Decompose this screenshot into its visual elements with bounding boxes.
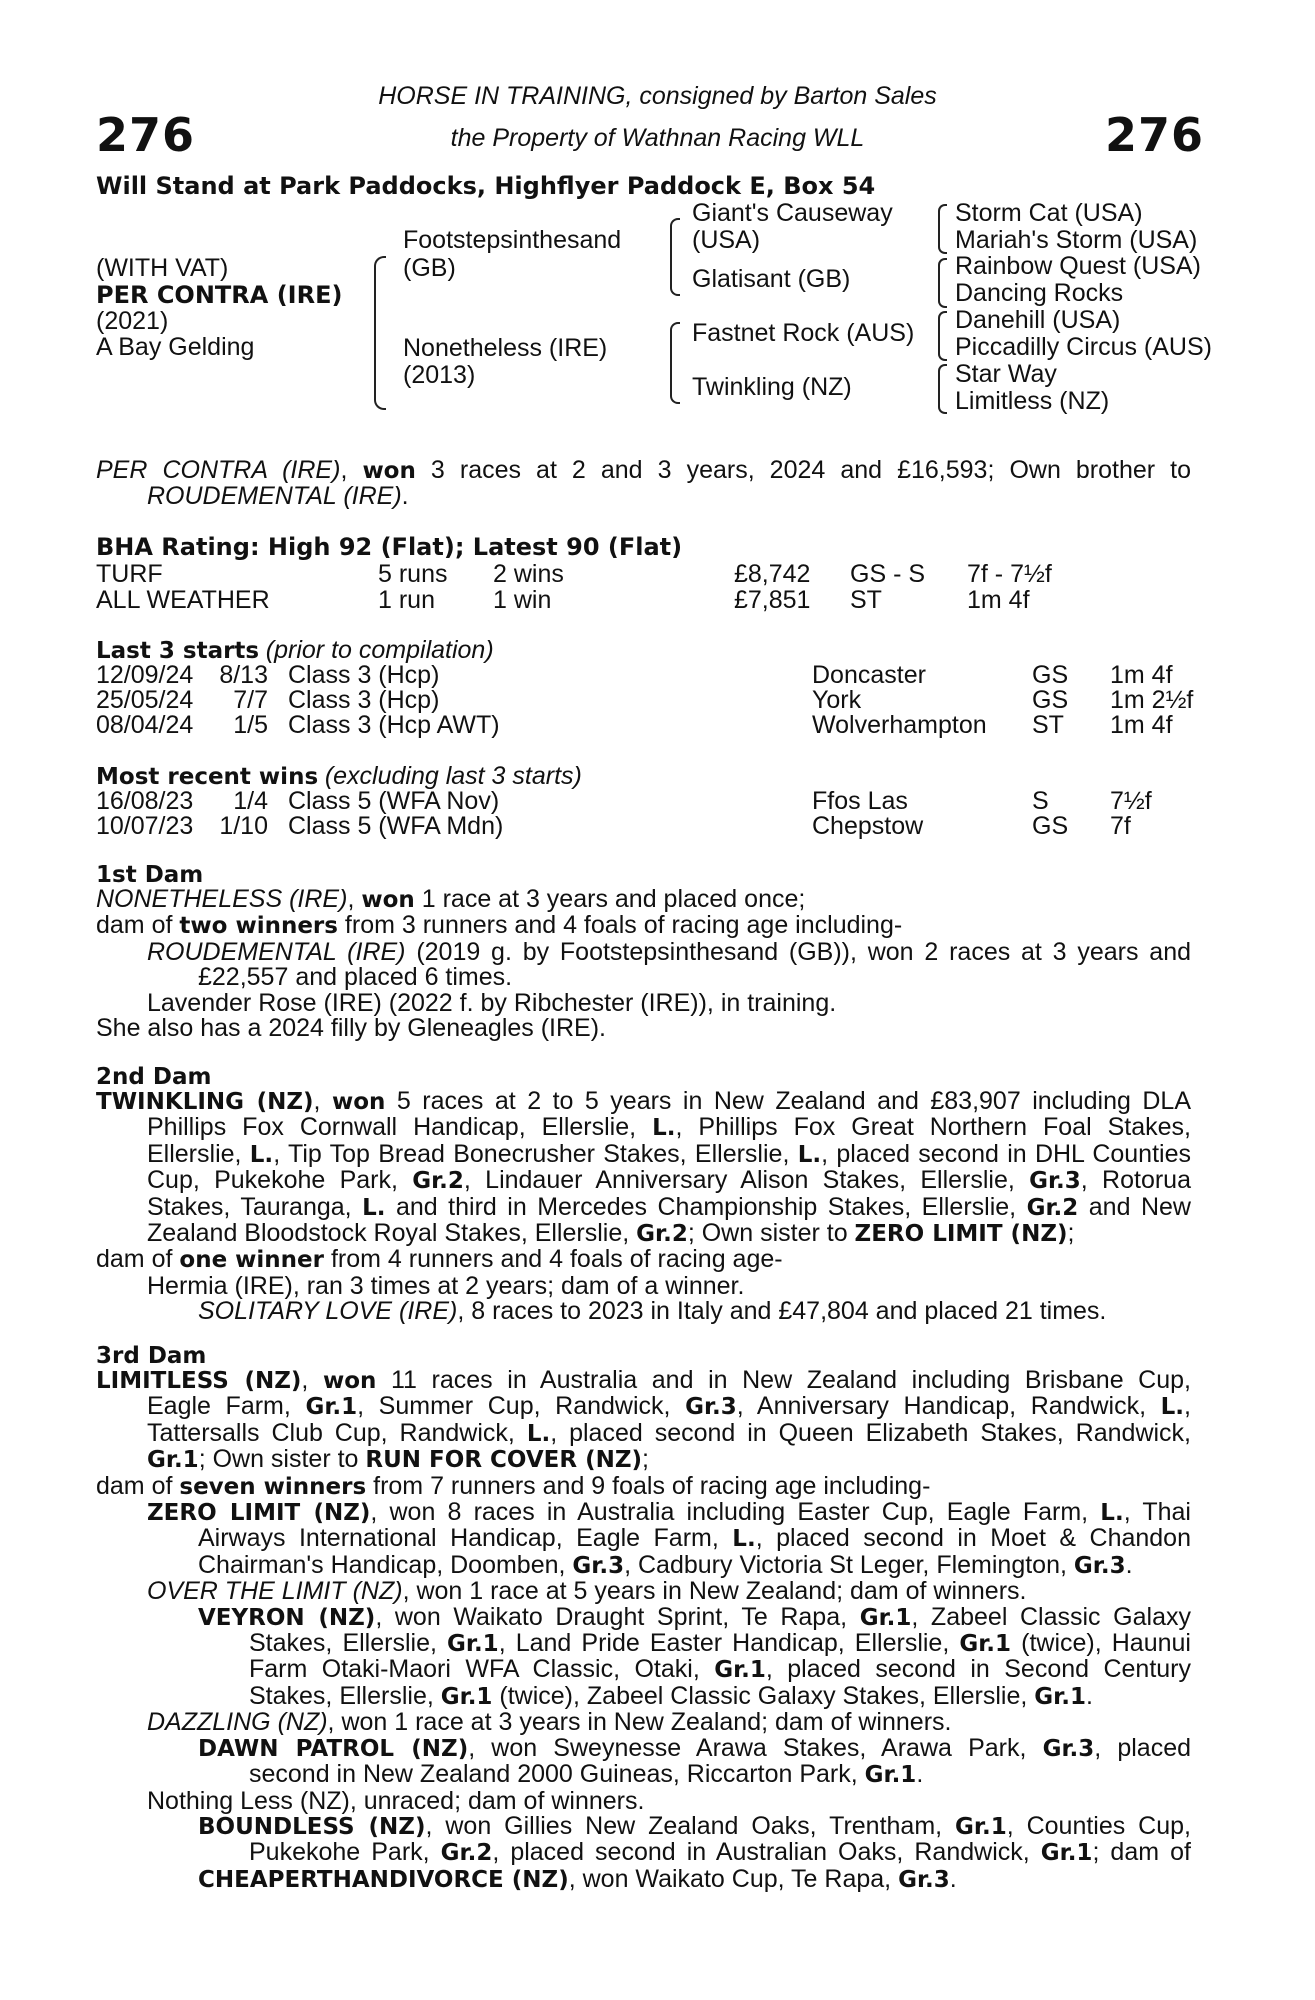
start-distance: 1m 4f <box>1110 711 1173 739</box>
last3-note: (prior to compilation) <box>265 636 494 664</box>
text: , Cadbury Victoria St Leger, Flemington, <box>624 1550 1067 1579</box>
dam3-title: 3rd Dam <box>96 1343 207 1369</box>
win-course: Chepstow <box>812 812 924 840</box>
dam1-foal-note: She also has a 2024 filly by Gleneagles (IRE). <box>96 1014 606 1043</box>
dam-dam: Twinkling (NZ) <box>692 373 852 401</box>
progeny-name: CHEAPERTHANDIVORCE (NZ) <box>198 1866 569 1893</box>
foals-text: from 3 runners and 4 foals of racing age including- <box>344 911 903 940</box>
dam1-section: NONETHELESS (IRE), won 1 race at 3 years and placed once; dam of two winners from 3 runners and 4 foals of racing age including- ROUDEMENTAL (IRE) (2019 g. by Footstepsinthesand (GB)), won 2 races at 3 years and £22,557 and placed 6 times. Lavender Rose (IRE) (2022 f. by Ribchester (IRE)), in training. She also has a 2024 filly by Gleneagles (IRE). <box>96 885 1191 1043</box>
won-label: won <box>361 887 415 913</box>
grade: Gr.1 <box>714 1657 766 1684</box>
text: , placed second in Moet & Chandon <box>755 1524 1191 1553</box>
dam-of-label: dam of <box>96 1471 173 1500</box>
text: Stakes, Tauranga, <box>147 1192 352 1221</box>
text: , won Gillies New Zealand Oaks, Trentham, <box>425 1811 943 1840</box>
start-going: GS <box>1032 686 1069 714</box>
grade: Gr.1 <box>1040 1840 1093 1867</box>
text: , placed second in DHL Counties <box>821 1139 1191 1168</box>
win-distance: 7½f <box>1110 787 1152 815</box>
progeny-name: ROUDEMENTAL (IRE) <box>147 937 406 966</box>
rating-dist: 1m 4f <box>967 586 1030 614</box>
text: , Anniversary Handicap, Randwick, <box>736 1392 1147 1421</box>
foals-text: from 4 runners and 4 foals of racing age- <box>330 1245 783 1274</box>
rating-runs: 5 runs <box>378 560 448 588</box>
grade: Gr.3 <box>1073 1552 1126 1579</box>
rating-runs: 1 run <box>378 586 435 614</box>
horse-name: PER CONTRA (IRE) <box>96 281 343 309</box>
sibling-name: ZERO LIMIT (NZ) <box>854 1221 1068 1248</box>
progeny-record: , 8 races to 2023 in Italy and £47,804 and placed 21 times. <box>457 1297 1107 1326</box>
progeny-record-cont: £22,557 and placed 6 times. <box>198 963 513 992</box>
text: ; dam of <box>1092 1838 1191 1867</box>
grade: Gr.3 <box>898 1866 950 1893</box>
text: (twice), Haunui <box>1021 1629 1191 1658</box>
text: Ellerslie, <box>147 1139 242 1168</box>
summary-text: 3 races at 2 and 3 years, 2024 and £16,593; Own brother to <box>430 456 1191 484</box>
dam2-name: TWINKLING (NZ) <box>96 1089 314 1115</box>
text: and New <box>1088 1192 1191 1221</box>
sdd: Dancing Rocks <box>955 279 1124 307</box>
start-course: Doncaster <box>812 661 926 689</box>
won-label: won <box>331 1089 386 1115</box>
dam-sire: Fastnet Rock (AUS) <box>692 319 915 347</box>
text: ; <box>1067 1219 1075 1248</box>
win-position: 1/4 <box>233 787 268 815</box>
start-date: 08/04/24 <box>96 711 194 739</box>
rating-title: BHA Rating: High 92 (Flat); Latest 90 (Flat) <box>96 533 683 561</box>
grade: Gr.1 <box>447 1631 499 1658</box>
text: , Summer Cup, Randwick, <box>357 1392 671 1421</box>
start-course: York <box>812 686 862 714</box>
sibling-name: RUN FOR COVER (NZ) <box>365 1447 643 1474</box>
start-position: 8/13 <box>219 661 268 689</box>
win-distance: 7f <box>1110 812 1131 840</box>
horse-summary: PER CONTRA (IRE), won 3 races at 2 and 3 years, 2024 and £16,593; Own brother to ROUDEMENTAL (IRE). <box>96 456 1191 511</box>
summary-won: won <box>362 458 416 484</box>
grade: L. <box>1160 1394 1185 1421</box>
start-class: Class 3 (Hcp AWT) <box>288 711 500 739</box>
start-date: 12/09/24 <box>96 661 194 689</box>
sire-brace <box>670 218 680 296</box>
text: , Phillips Fox Great Northern Foal Stakes, <box>675 1113 1191 1142</box>
text: , won 1 race at 3 years in New Zealand; dam of winners. <box>327 1708 952 1737</box>
start-distance: 1m 4f <box>1110 661 1173 689</box>
progeny-name: VEYRON (NZ) <box>198 1604 376 1631</box>
win-going: S <box>1032 787 1049 815</box>
start-date: 25/05/24 <box>96 686 194 714</box>
start-course: Wolverhampton <box>812 711 987 739</box>
progeny-name: DAZZLING (NZ) <box>147 1708 328 1737</box>
horse-description: A Bay Gelding <box>96 333 255 361</box>
grade: L. <box>797 1141 822 1168</box>
last3-title: Last 3 starts <box>96 638 260 664</box>
text: Stakes, Ellerslie, <box>249 1681 434 1710</box>
sire-sire-country: (USA) <box>692 226 761 254</box>
text: , won 8 races in Australia including Easter Cup, Eagle Farm, <box>370 1498 1089 1527</box>
win-position: 1/10 <box>219 812 268 840</box>
won-label: won <box>322 1368 377 1394</box>
win-date: 16/08/23 <box>96 787 194 815</box>
start-going: ST <box>1032 711 1064 739</box>
ssd: Mariah's Storm (USA) <box>955 226 1198 254</box>
start-position: 7/7 <box>233 686 268 714</box>
sire-dam: Glatisant (GB) <box>692 265 851 293</box>
text: , placed <box>1094 1733 1192 1762</box>
dam-brace <box>670 322 680 404</box>
ddd: Limitless (NZ) <box>955 387 1110 415</box>
progeny-name: ZERO LIMIT (NZ) <box>147 1500 371 1527</box>
winners-count: seven winners <box>179 1473 367 1500</box>
text: . <box>949 1864 957 1893</box>
grade: L. <box>362 1194 386 1221</box>
brace-ds <box>938 311 947 361</box>
text: , Counties Cup, <box>1006 1811 1191 1840</box>
grade: L. <box>249 1141 274 1168</box>
grade: Gr.1 <box>864 1762 917 1789</box>
grade: Gr.1 <box>955 1813 1007 1840</box>
text: , Thai <box>1123 1498 1191 1527</box>
grade: Gr.1 <box>1034 1683 1086 1710</box>
dam3-record: 11 races in Australia and in New Zealand including Brisbane Cup, <box>391 1366 1191 1394</box>
grade: Gr.1 <box>305 1394 358 1421</box>
grade: Gr.1 <box>440 1683 493 1710</box>
text: , won Sweynesse Arawa Stakes, Arawa Park, <box>468 1733 1027 1762</box>
grade: Gr.1 <box>959 1631 1012 1658</box>
text: , won Waikato Cup, Te Rapa, <box>568 1864 892 1893</box>
dss: Danehill (USA) <box>955 306 1121 334</box>
win-course: Ffos Las <box>812 787 908 815</box>
progeny-name: OVER THE LIMIT (NZ) <box>147 1577 403 1606</box>
foals-text: from 7 runners and 9 foals of racing age including- <box>373 1471 931 1500</box>
dam-year: (2013) <box>403 361 476 389</box>
brace-dd <box>938 364 947 414</box>
text: Zealand Bloodstock Royal Stakes, Ellerslie, <box>147 1219 630 1248</box>
grade: Gr.1 <box>859 1604 912 1631</box>
text: Chairman's Handicap, Doomben, <box>198 1550 566 1579</box>
rating-wins: 1 win <box>493 586 552 614</box>
text: ; Own sister to <box>198 1445 359 1474</box>
dam2-title: 2nd Dam <box>96 1064 212 1090</box>
recent-note: (excluding last 3 starts) <box>324 762 582 790</box>
text: (twice), Zabeel Classic Galaxy Stakes, Ellerslie, <box>499 1681 1028 1710</box>
grade: Gr.1 <box>147 1447 199 1474</box>
text: , Land Pride Easter Handicap, Ellerslie, <box>498 1629 950 1658</box>
summary-brother: ROUDEMENTAL (IRE) <box>147 482 402 511</box>
grade: Gr.3 <box>685 1394 737 1421</box>
text: , Lindauer Anniversary Alison Stakes, Ellerslie, <box>463 1166 1015 1195</box>
text: . <box>916 1760 924 1789</box>
grade: L. <box>526 1420 551 1447</box>
consignment-line: HORSE IN TRAINING, consigned by Barton Sales <box>378 82 937 110</box>
progeny-name: DAWN PATROL (NZ) <box>198 1735 469 1762</box>
dam-of-label: dam of <box>96 1245 173 1274</box>
brace-sd <box>938 258 947 308</box>
rating-surface: TURF <box>96 560 163 588</box>
grade: Gr.2 <box>440 1840 493 1867</box>
sire-sire: Giant's Causeway <box>692 199 893 227</box>
text: , Zabeel Classic Galaxy <box>911 1602 1191 1631</box>
text: , placed second in Australian Oaks, Randwick, <box>492 1838 1030 1867</box>
start-position: 1/5 <box>233 711 268 739</box>
text: , placed second in Second Century <box>765 1655 1191 1684</box>
dam-of-label: dam of <box>96 911 173 940</box>
lot-number-right: 276 <box>1105 108 1205 162</box>
dam1-record: 1 race at 3 years and placed once; <box>421 885 806 913</box>
text: ; Own sister to <box>687 1219 848 1248</box>
rating-surface: ALL WEATHER <box>96 586 270 614</box>
text: Phillips Fox Cornwall Handicap, Ellerslie, <box>147 1113 637 1142</box>
horse-year: (2021) <box>96 307 169 335</box>
summary-name: PER CONTRA (IRE) <box>96 456 341 484</box>
grade: Gr.2 <box>1026 1194 1079 1221</box>
progeny-record: (2019 g. by Footstepsinthesand (GB)), won 2 races at 3 years and <box>416 937 1191 966</box>
grade: L. <box>652 1115 676 1142</box>
dam1-title: 1st Dam <box>96 862 204 888</box>
progeny-entry: Nothing Less (NZ), unraced; dam of winners. <box>147 1786 645 1815</box>
dsd: Piccadilly Circus (AUS) <box>955 333 1212 361</box>
dam1-name: NONETHELESS (IRE) <box>96 885 348 913</box>
progeny-entry: Hermia (IRE), ran 3 times at 2 years; dam of a winner. <box>147 1271 745 1300</box>
grade: Gr.3 <box>572 1552 625 1579</box>
rating-going: ST <box>850 586 882 614</box>
vat-label: (WITH VAT) <box>96 254 229 282</box>
brace-ss <box>938 204 947 254</box>
dds: Star Way <box>955 360 1057 388</box>
start-class: Class 3 (Hcp) <box>288 661 440 689</box>
text: Airways International Handicap, Eagle Farm, <box>198 1524 719 1553</box>
text: Stakes, Ellerslie, <box>249 1629 437 1658</box>
rating-prize: £7,851 <box>734 586 811 614</box>
winners-count: two winners <box>179 913 338 940</box>
text: , won Waikato Draught Sprint, Te Rapa, <box>375 1602 848 1631</box>
recent-title: Most recent wins <box>96 764 319 790</box>
start-going: GS <box>1032 661 1069 689</box>
grade: Gr.2 <box>412 1168 464 1195</box>
text: , Rotorua <box>1080 1166 1191 1195</box>
sire-name: Footstepsinthesand <box>403 226 622 254</box>
win-going: GS <box>1032 812 1069 840</box>
text: second in New Zealand 2000 Guineas, Riccarton Park, <box>249 1760 858 1789</box>
dam3-name: LIMITLESS (NZ) <box>96 1368 302 1394</box>
grade: Gr.3 <box>1029 1168 1081 1195</box>
dam2-section: TWINKLING (NZ), won 5 races at 2 to 5 years in New Zealand and £83,907 including DLA Phillips Fox Cornwall Handicap, Ellerslie, L., Phillips Fox Great Northern Foal Stakes, Ellerslie, L., Tip Top Bread Bonecrusher Stakes, Ellerslie, L., placed second in DHL Counties Cup, Pukekohe Park, Gr.2, Lindauer Anniversary Alison Stakes, Ellerslie, Gr.3, Rotorua Stakes, Tauranga, L. and third in Mercedes Championship Stakes, Ellerslie, Gr.2 and New Zealand Bloodstock Royal Stakes, Ellerslie, Gr.2; Own sister to ZERO LIMIT (NZ); dam of one winner from 4 runners and 4 foals of racing age- Hermia (IRE), ran 3 times at 2 years; dam of a winner. SOLITARY LOVE (IRE), 8 races to 2023 in Italy and £47,804 and placed 21 times. <box>96 1087 1191 1326</box>
lot-number-left: 276 <box>96 108 196 162</box>
rating-dist: 7f - 7½f <box>967 560 1052 588</box>
dam-name: Nonetheless (IRE) <box>403 334 608 362</box>
dam3-section: LIMITLESS (NZ), won 11 races in Australia and in New Zealand including Brisbane Cup, Eagle Farm, Gr.1, Summer Cup, Randwick, Gr.3, Anniversary Handicap, Randwick, L., Tattersalls Club Cup, Randwick, L., placed second in Queen Elizabeth Stakes, Randwick, Gr.1; Own sister to RUN FOR COVER (NZ); dam of seven winners from 7 runners and 9 foals of racing age including- ZERO LIMIT (NZ), won 8 races in Australia including Easter Cup, Eagle Farm, L., Thai Airways International Handicap, Eagle Farm, L., placed second in Moet & Chandon Chairman's Handicap, Doomben, Gr.3, Cadbury Victoria St Leger, Flemington, Gr.3. OVER THE LIMIT (NZ), won 1 race at 5 years in New Zealand; dam of winners. VEYRON (NZ), won Waikato Draught Sprint, Te Rapa, Gr.1, Zabeel Classic Galaxy Stakes, Ellerslie, Gr.1, Land Pride Easter Handicap, Ellerslie, Gr.1 (twice), Haunui Farm Otaki-Maori WFA Classic, Otaki, Gr.1, placed second in Second Century Stakes, Ellerslie, Gr.1 (twice), Zabeel Classic Galaxy Stakes, Ellerslie, Gr.1. DAZZLING (NZ), won 1 race at 3 years in New Zealand; dam of winners. DAWN PATROL (NZ), won Sweynesse Arawa Stakes, Arawa Park, Gr.3, placed second in New Zealand 2000 Guineas, Riccarton Park, Gr.1. Nothing Less (NZ), unraced; dam of winners. BOUNDLESS (NZ), won Gillies New Zealand Oaks, Trentham, Gr.1, Counties Cup, Pukekohe Park, Gr.2, placed second in Australian Oaks, Randwick, Gr.1; dam of CHEAPERTHANDIVORCE (NZ), won Waikato Cup, Te Rapa, Gr.3. <box>96 1366 1192 1893</box>
property-line: the Property of Wathnan Racing WLL <box>450 124 865 152</box>
dam2-record: 5 races at 2 to 5 years in New Zealand and £83,907 including DLA <box>396 1087 1191 1115</box>
win-class: Class 5 (WFA Nov) <box>288 787 500 815</box>
winners-count: one winner <box>179 1247 324 1274</box>
text: Cup, Pukekohe Park, <box>147 1166 398 1195</box>
text: , Tip Top Bread Bonecrusher Stakes, Ellerslie, <box>273 1139 790 1168</box>
progeny-name: SOLITARY LOVE (IRE) <box>198 1297 458 1326</box>
rating-wins: 2 wins <box>493 560 564 588</box>
text: . <box>1125 1550 1133 1579</box>
sss: Storm Cat (USA) <box>955 199 1143 227</box>
main-brace <box>374 256 386 410</box>
start-distance: 1m 2½f <box>1110 686 1194 714</box>
win-class: Class 5 (WFA Mdn) <box>288 812 504 840</box>
grade: Gr.2 <box>636 1221 688 1248</box>
text: , <box>1184 1392 1191 1421</box>
text: , won 1 race at 5 years in New Zealand; dam of winners. <box>402 1577 1027 1606</box>
text: ; <box>642 1445 649 1474</box>
rating-going: GS - S <box>850 560 926 588</box>
text: Farm Otaki-Maori WFA Classic, Otaki, <box>249 1655 700 1684</box>
text: . <box>1085 1681 1093 1710</box>
summary-end: . <box>401 482 409 511</box>
grade: L. <box>1100 1500 1124 1527</box>
sds: Rainbow Quest (USA) <box>955 252 1201 280</box>
text: Pukekohe Park, <box>249 1838 430 1867</box>
sire-country: (GB) <box>403 254 456 282</box>
text: Tattersalls Club Cup, Randwick, <box>147 1418 515 1447</box>
rating-prize: £8,742 <box>734 560 811 588</box>
stand-location: Will Stand at Park Paddocks, Highflyer Paddock E, Box 54 <box>96 172 876 200</box>
start-class: Class 3 (Hcp) <box>288 686 440 714</box>
progeny-entry: Lavender Rose (IRE) (2022 f. by Ribchester (IRE)), in training. <box>147 988 837 1017</box>
win-date: 10/07/23 <box>96 812 194 840</box>
text: and third in Mercedes Championship Stakes, Ellerslie, <box>395 1192 1017 1221</box>
text: Eagle Farm, <box>147 1392 291 1421</box>
grade: L. <box>732 1526 756 1553</box>
text: , placed second in Queen Elizabeth Stakes, Randwick, <box>550 1418 1191 1447</box>
grade: Gr.3 <box>1042 1735 1095 1762</box>
progeny-name: BOUNDLESS (NZ) <box>198 1813 426 1840</box>
